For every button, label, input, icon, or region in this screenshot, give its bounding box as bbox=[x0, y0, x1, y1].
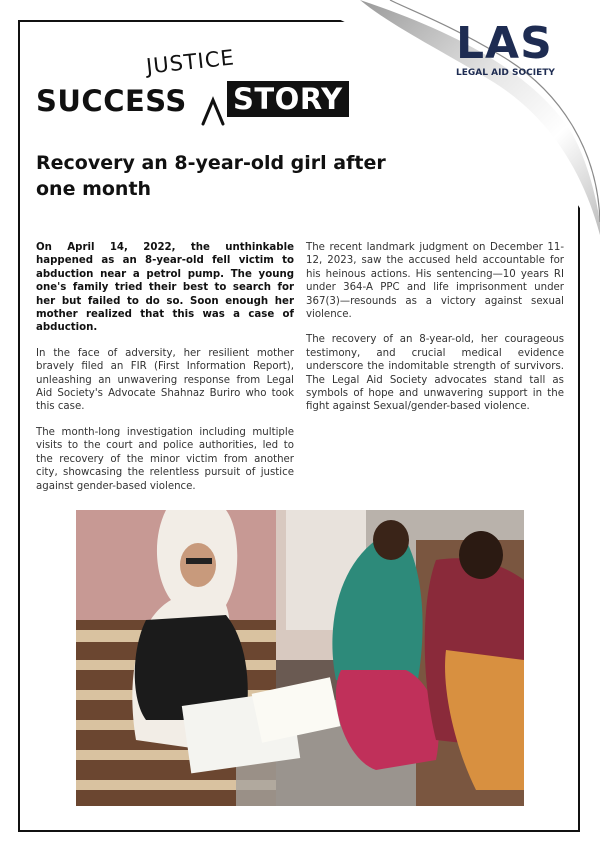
logo-subtitle: LEGAL AID SOCIETY bbox=[456, 68, 555, 78]
right-column bbox=[306, 241, 564, 426]
headline-justice: JUSTICE bbox=[144, 45, 236, 79]
article-title: Recovery an 8-year-old girl after one month bbox=[36, 152, 386, 200]
logo-mark: LAS bbox=[456, 18, 553, 69]
insert-caret-icon bbox=[200, 96, 226, 126]
headline-story: STORY bbox=[227, 81, 349, 117]
photo-meeting bbox=[76, 510, 524, 806]
paragraph: The month-long investigation including multiple visits to the court and police authorities, led to the recovery of the minor victim from another city, showcasing the relentless pursuit of justice against gender-based violence. bbox=[36, 426, 294, 492]
paragraph: In the face of adversity, her resilient mother bravely filed an FIR (First Information Report), unleashing an unwavering response from Legal Aid Society's Advocate Shahnaz Buriro who took this case. bbox=[36, 347, 294, 413]
paragraph: The recent landmark judgment on December 11-12, 2023, saw the accused held accountable for his heinous actions. His sentencing—10 years RI under 364-A PPC and life imprisonment under 367(3)—resounds as a victory against sexual violence. bbox=[306, 242, 564, 321]
paragraph: The recovery of an 8-year-old, her courageous testimony, and crucial medical evidence underscore the indomitable strength of survivors. The Legal Aid Society advocates stand tall as symbols of hope and unwavering support in the fight against Sexual/gender-based violence. bbox=[306, 334, 564, 413]
headline-success: SUCCESS bbox=[36, 84, 187, 118]
las-logo bbox=[456, 18, 574, 78]
lead-paragraph: On April 14, 2022, the unthinkable happened as an 8-year-old fell victim to abduction near a petrol pump. The young one's family tried their best to search for her but failed to do so. Soon enough her mother realized that this was a case of abduction. bbox=[36, 242, 294, 334]
left-column bbox=[36, 241, 294, 505]
